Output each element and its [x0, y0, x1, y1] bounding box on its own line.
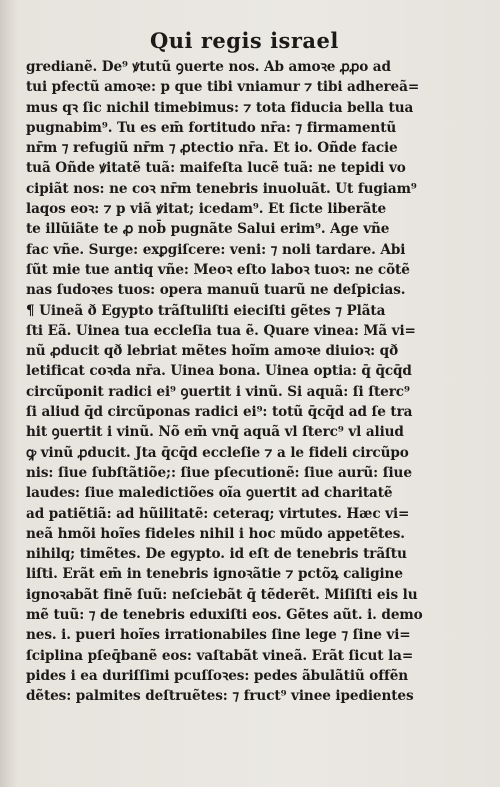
- text-line: cipiãt nos: ne coꝛ nr̄m tenebris inuoluãt. Ut fugiam⁹: [26, 180, 417, 197]
- text-line: mus qꝛ ſic nichil timebimus: ⁊ tota fiducia bella tua: [26, 99, 414, 116]
- text-line: ſciplina pſeq̄banẽ eos: vaſtabãt vineã. Erãt ſicut la=: [26, 647, 414, 664]
- running-header: Qui regis israel: [150, 28, 339, 53]
- text-line: ſũt mie tue antiq vñe: Meoꝛ eſto laboꝛ tuoꝛ: ne cõtẽ: [26, 261, 410, 278]
- text-line: ¶ Uineã ð Egypto trãſtuliſti eieciſti gẽtes ⁊ Plãta: [26, 302, 386, 319]
- text-line: tuã Oñde ꝟitatẽ tuã: maifeſta lucẽ tuã: ne tepidi vo: [26, 160, 406, 177]
- text-column: [26, 57, 424, 707]
- text-line: te illũiãte te ꝓ nob̄ pugnãte Salui erim⁹. Age vñe: [26, 221, 390, 238]
- text-line: laudes: ſiue maledictiões oĩa ꝯuertit ad charitatẽ: [26, 485, 393, 502]
- text-line: hit ꝯuertit i vinũ. Nõ em̄ vnq̄ aquã vl ſterc⁹ vl aliud: [26, 424, 404, 441]
- text-line: pugnabim⁹. Tu es em̄ fortitudo nr̄a: ⁊ firmamentũ: [26, 119, 397, 136]
- text-line: ſti Eã. Uinea tua eccleſia tua ẽ. Quare vinea: Mã vi=: [26, 322, 416, 339]
- text-line: nis: ſiue ſubſtãtiõe;: ſiue pſecutionẽ: ſiue aurũ: ſiue: [26, 464, 412, 481]
- text-line: nes. i. pueri hoĩes irrationabiles ſine lege ⁊ ſine vi=: [26, 627, 411, 644]
- text-line: mẽ tuũ: ⁊ de tenebris eduxiſti eos. Gẽtes aũt. i. demo: [26, 607, 423, 624]
- text-line: nr̄m ⁊ refugiũ nr̄m ⁊ ꝓtectio nr̄a. Et io. Oñde facie: [26, 140, 398, 157]
- text-line: ignoꝛabãt finẽ ſuũ: neſciebãt q̄ tẽderẽt. Miſiſti eis lu: [26, 586, 418, 603]
- text-line: ꝙ vinũ ꝓducit. Jta q̄cq̄d eccleſie ⁊ a le fideli circũpo: [26, 444, 409, 461]
- text-line: liſti. Erãt em̄ in tenebris ignoꝛãtie ⁊ pctõꝝ caligine: [26, 566, 403, 583]
- text-line: letificat coꝛda nr̄a. Uinea bona. Uinea optia: q̄ q̄cq̄d: [26, 363, 412, 380]
- text-line: pides i ea duriſſimi pcuſſoꝛes: pedes ãbulãtiũ offẽn: [26, 667, 409, 684]
- text-line: neã hmõi hoĩes fideles nihil i hoc mũdo appetẽtes.: [26, 525, 405, 542]
- text-line: nũ ꝓducit qð lebriat mẽtes hoĩm amoꝛe diuioꝛ: qð: [26, 343, 399, 360]
- text-line: fac vñe. Surge: exꝑgiſcere: veni: ⁊ noli tardare. Abi: [26, 241, 406, 258]
- text-line: laqos eoꝛ: ⁊ p viã ꝟitat; icedam⁹. Et ſicte liberãte: [26, 201, 387, 218]
- text-line: nihilq; timẽtes. De egypto. id eſt de tenebris trãſtu: [26, 546, 407, 563]
- text-line: dẽtes: palmites deſtruẽtes: ⁊ fruct⁹ vinee ipedientes: [26, 688, 414, 705]
- text-line: gredianẽ. De⁹ ꝟtutũ ꝯuerte nos. Ab amoꝛe ꝓꝓo ad: [26, 59, 391, 75]
- text-line: nas ſudoꝛes tuos: opera manuũ tuarũ ne deſpicias.: [26, 282, 406, 299]
- text-line: circũponit radici ei⁹ ꝯuertit i vinũ. Si aquã: ſi ſterc⁹: [26, 383, 410, 400]
- text-line: ſi aliud q̄d circũponas radici ei⁹: totũ q̄cq̄d ad ſe tra: [26, 404, 413, 421]
- text-line: ad patiẽtiã: ad hũilitatẽ: ceteraq; virtutes. Hæc vi=: [26, 505, 410, 522]
- text-line: tui pfectũ amoꝛe: p que tibi vniamur ⁊ tibi adhereã=: [26, 79, 420, 96]
